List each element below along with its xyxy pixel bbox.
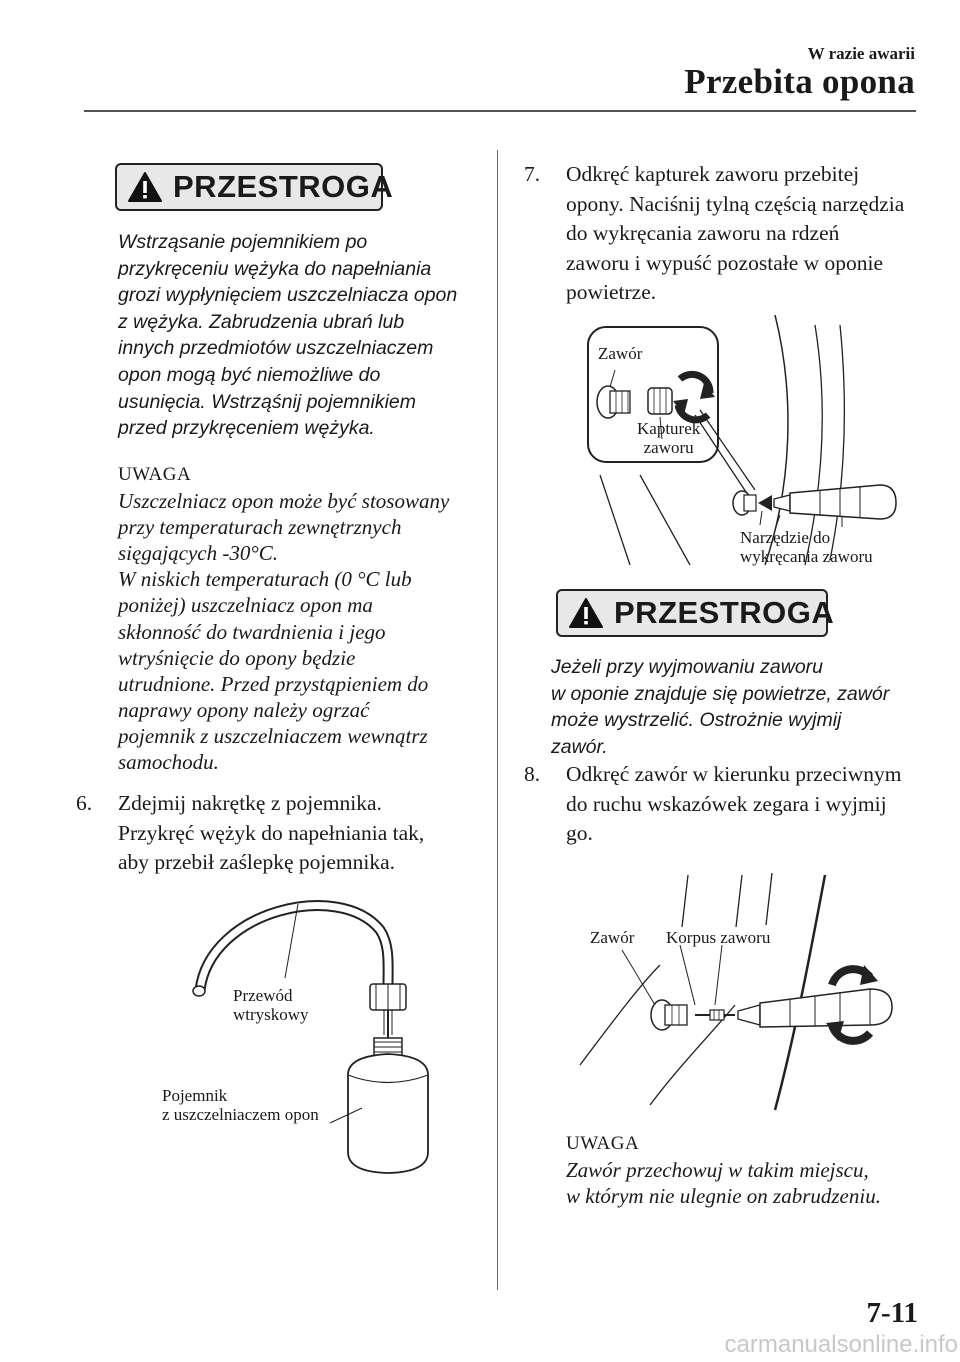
step-line: do wykręcania zaworu na rdzeń: [566, 221, 840, 245]
caution-line: innych przedmiotów uszczelniaczem: [118, 337, 434, 360]
label-valve-cap: Kapturek zaworu: [637, 419, 701, 457]
caution-line: z wężyka. Zabrudzenia ubrań lub: [118, 310, 405, 333]
step-line: aby przebił zaślepkę pojemnika.: [118, 850, 396, 874]
note-line: W niskich temperaturach (0 °C lub: [118, 567, 412, 592]
warning-icon: [127, 171, 163, 203]
step-7: [524, 160, 924, 308]
caution-box: [115, 163, 394, 211]
step-line: go.: [566, 821, 593, 845]
note-line: Uszczelniacz opon może być stosowany: [118, 489, 450, 514]
page-title: Przebita opona: [684, 62, 915, 101]
step-line: zaworu i wypuść pozostałe w oponie: [566, 250, 884, 275]
note-title: UWAGA: [118, 464, 192, 485]
step-number: 6.: [76, 791, 93, 815]
step-line: Przykręć wężyk do napełniania tak,: [118, 820, 425, 845]
section-name: W razie awarii: [807, 44, 915, 63]
caution-line: przed przykręceniem wężyka.: [118, 417, 375, 440]
label-valve: Zawór: [598, 344, 643, 363]
note-title: UWAGA: [566, 1133, 640, 1154]
note-line: poniżej) uszczelniacz opon ma: [118, 593, 373, 618]
step-number: 7.: [524, 162, 541, 186]
caution-text: [118, 229, 488, 442]
caution-line: zawór.: [551, 735, 608, 758]
note-block: [118, 462, 488, 775]
step-line: Zdejmij nakrętkę z pojemnika.: [118, 791, 382, 815]
step-line: powietrze.: [566, 280, 657, 304]
caution-line: może wystrzelić. Ostrożnie wyjmij: [551, 709, 842, 732]
watermark: carmanualsonline.info: [724, 1331, 958, 1358]
note-block: [566, 1131, 936, 1209]
figure-valve-cap: [580, 315, 910, 575]
figure-sealant-container: [150, 890, 480, 1180]
label-injection-hose: Przewód wtryskowy: [233, 986, 309, 1024]
step-line: Odkręć kapturek zaworu przebitej: [566, 162, 860, 186]
caution-line: grozi wypłynięciem uszczelniacza opon: [118, 284, 458, 307]
warning-icon: [568, 597, 604, 629]
label-valve: Zawór: [590, 928, 635, 947]
caution-line: w oponie znajduje się powietrze, zawór: [551, 682, 890, 705]
step-8: [524, 760, 934, 849]
caution-label: PRZESTROGA: [614, 595, 835, 630]
caution-box: [556, 589, 835, 637]
label-valve-tool: Narzędzie do wykręcania zaworu: [740, 528, 873, 566]
step-number: 8.: [524, 762, 541, 786]
caution-line: przykręceniu wężyka do napełniania: [118, 257, 432, 280]
caution-label: PRZESTROGA: [173, 169, 394, 204]
label-sealant-container: Pojemnik z uszczelniaczem opon: [162, 1086, 319, 1124]
note-line: przy temperaturach zewnętrznych: [118, 515, 402, 540]
sealant-container-illustration: [150, 890, 480, 1180]
step-line: do ruchu wskazówek zegara i wyjmij: [566, 791, 887, 816]
column-divider: [497, 150, 498, 1290]
caution-line: Wstrząsanie pojemnikiem po: [118, 231, 368, 253]
note-line: sięgających -30°C.: [118, 541, 279, 566]
note-line: skłonność do twardnienia i jego: [118, 619, 386, 644]
step-6: [76, 789, 491, 878]
note-line: Zawór przechowuj w takim miejscu,: [566, 1158, 869, 1183]
caution-line: Jeżeli przy wyjmowaniu zaworu: [551, 656, 824, 678]
note-line: wtryśnięcie do opony będzie: [118, 645, 356, 670]
note-line: utrudnione. Przed przystąpieniem do: [118, 671, 429, 696]
note-line: pojemnik z uszczelniaczem wewnątrz: [118, 723, 428, 748]
label-valve-body: Korpus zaworu: [666, 928, 771, 947]
header-rule: [84, 110, 916, 112]
valve-core-illustration: [570, 865, 900, 1115]
step-line: opony. Naciśnij tylną częścią narzędzia: [566, 191, 905, 216]
figure-valve-core: [570, 865, 900, 1115]
caution-text: [551, 654, 921, 760]
page-number: 7-11: [866, 1297, 918, 1329]
note-line: w którym nie ulegnie on zabrudzeniu.: [566, 1184, 881, 1209]
caution-line: opon mogą być niemożliwe do: [118, 363, 381, 386]
step-line: Odkręć zawór w kierunku przeciwnym: [566, 762, 902, 786]
note-line: naprawy opony należy ogrzać: [118, 697, 370, 722]
caution-line: usunięcia. Wstrząśnij pojemnikiem: [118, 390, 417, 413]
note-line: samochodu.: [118, 750, 219, 775]
